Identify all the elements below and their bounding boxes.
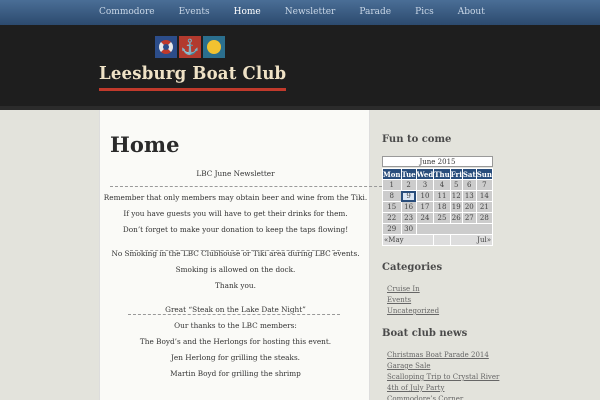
news-link[interactable]: Scalloping Trip to Crystal River [387, 373, 500, 381]
nav-item-about[interactable]: About [457, 7, 485, 17]
article-line: Smoking is allowed on the dock. [175, 265, 296, 274]
article-line: Great “Steak on the Lake Date Night” [165, 305, 306, 314]
nav-item-commodore[interactable]: Commodore [99, 7, 155, 17]
calendar-day-header: Fri [450, 169, 462, 179]
calendar-day: 1 [383, 180, 402, 191]
site-header [0, 25, 600, 110]
calendar-next-link[interactable]: Jul» [450, 235, 492, 246]
news-heading: Boat club news [382, 328, 468, 339]
calendar-day: 23 [401, 213, 416, 224]
nav-item-pics[interactable]: Pics [415, 7, 434, 17]
calendar-day: 24 [416, 213, 434, 224]
calendar-day-today: 9 [401, 191, 416, 202]
news-link[interactable]: Commodore’s Corner [387, 395, 464, 400]
sidebar [376, 110, 500, 400]
nav-item-newsletter[interactable]: Newsletter [284, 7, 336, 17]
logo-text: Leesburg Boat Club [99, 63, 287, 84]
calendar-day: 18 [434, 202, 450, 213]
category-link[interactable]: Events [387, 296, 412, 304]
top-nav [0, 0, 600, 25]
calendar-prev-link[interactable]: «May [383, 235, 434, 246]
calendar-day: 28 [476, 213, 492, 224]
life-ring-icon [155, 36, 177, 58]
calendar-day: 20 [462, 202, 476, 213]
logo-underline [99, 88, 286, 91]
calendar-day: 10 [416, 191, 434, 202]
nav-item-home[interactable]: Home [233, 7, 261, 17]
main-content [99, 110, 370, 400]
calendar-day: 22 [383, 213, 402, 224]
calendar-day: 6 [462, 180, 476, 191]
anchor-icon: ⚓ [180, 38, 200, 56]
calendar-day-header: Sun [476, 169, 492, 179]
news-link[interactable]: Garage Sale [387, 362, 431, 370]
calendar-heading: Fun to come [382, 134, 452, 145]
calendar-day: 19 [451, 203, 461, 211]
category-link[interactable]: Uncategorized [387, 307, 440, 315]
article-line: No Smoking in the LBC Clubhouse or Tiki area during LBC events. [111, 249, 360, 258]
divider [130, 250, 340, 251]
page-title: Home [110, 132, 180, 157]
calendar-day: 16 [401, 202, 416, 213]
calendar-day: 15 [383, 202, 402, 213]
calendar-day-header: Tue [401, 169, 416, 179]
article-line: The Boyd’s and the Herlongs for hosting this event. [139, 337, 332, 346]
calendar-day: 13 [462, 191, 476, 202]
calendar-day: 27 [462, 213, 476, 224]
calendar-day-header: Wed [416, 169, 434, 179]
logo-icons [155, 36, 225, 58]
calendar-day: 12 [451, 192, 461, 200]
article-line: Thank you. [215, 281, 256, 290]
newsletter-article [100, 166, 371, 382]
article-line: Martin Boyd for grilling the shrimp [170, 369, 301, 378]
article-line: Don’t forget to make your donation to keep the taps flowing! [122, 225, 349, 234]
divider [110, 186, 397, 187]
calendar-day: 8 [383, 191, 402, 202]
sun-icon [203, 36, 225, 58]
article-line: LBC June Newsletter [196, 169, 275, 178]
news-link[interactable]: 4th of July Party [387, 384, 445, 392]
news-list [387, 350, 499, 400]
calendar-day: 17 [416, 202, 434, 213]
article-line: Remember that only members may obtain beer and wine from the Tiki. [103, 193, 368, 202]
calendar-day: 11 [434, 191, 450, 202]
calendar-caption: June 2015 [382, 156, 493, 167]
calendar-day-header: Mon [383, 169, 401, 179]
calendar-day-header: Thu [434, 169, 450, 179]
article-line: Jen Herlong for grilling the steaks. [170, 353, 301, 362]
nav-item-parade[interactable]: Parade [359, 7, 392, 17]
calendar-day: 25 [434, 213, 450, 224]
calendar-day: 21 [476, 202, 492, 213]
article-line: Our thanks to the LBC members: [174, 321, 297, 330]
calendar [382, 156, 493, 246]
article-line: If you have guests you will have to get their drinks for them. [123, 209, 348, 218]
calendar-day: 3 [416, 180, 434, 191]
calendar-day: 4 [434, 180, 450, 191]
calendar-day: 26 [451, 214, 461, 222]
calendar-day: 5 [450, 180, 462, 191]
calendar-day: 2 [401, 180, 416, 191]
calendar-day: 7 [476, 180, 492, 191]
site-logo[interactable] [99, 36, 289, 94]
calendar-day-header: Sat [462, 169, 476, 179]
calendar-day: 30 [401, 224, 416, 235]
calendar-day: 14 [476, 191, 492, 202]
calendar-day: 29 [383, 224, 402, 235]
categories-list [387, 284, 439, 317]
divider [128, 314, 340, 315]
news-link[interactable]: Christmas Boat Parade 2014 [387, 351, 489, 359]
nav-item-events[interactable]: Events [178, 7, 210, 17]
categories-heading: Categories [382, 262, 443, 273]
category-link[interactable]: Cruise In [387, 285, 420, 293]
